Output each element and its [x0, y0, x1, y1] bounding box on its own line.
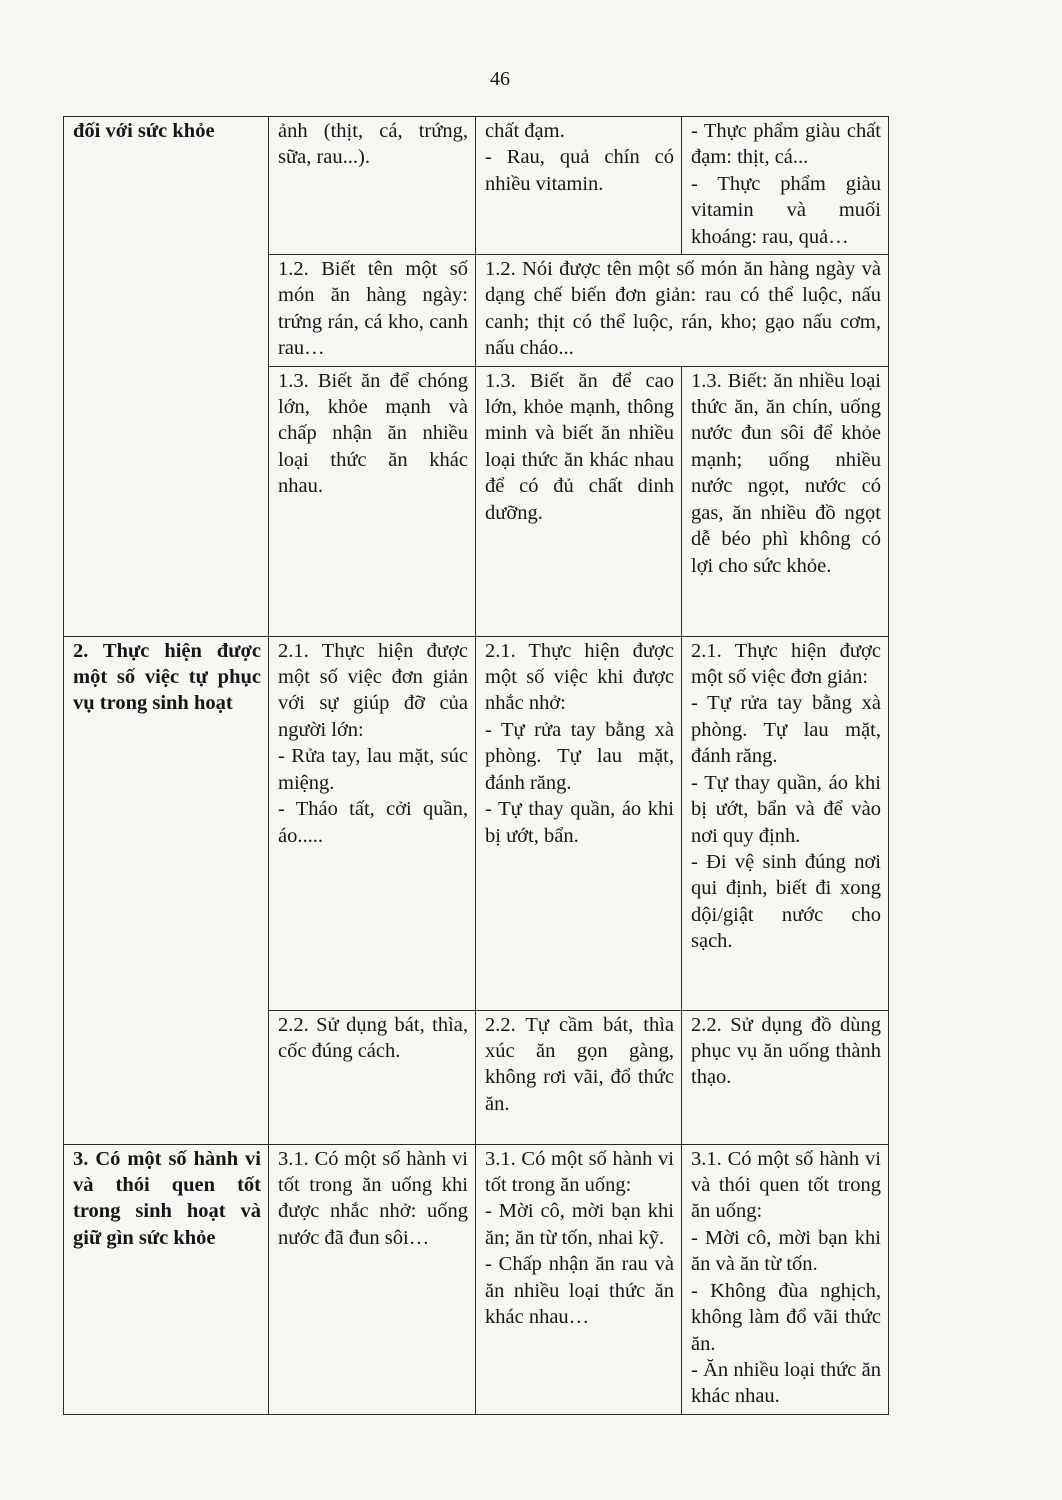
age5-cell: [682, 1010, 889, 1144]
age3-cell: [269, 1144, 476, 1414]
criterion-cell: [64, 117, 269, 637]
cell-text: - Đi vệ sinh đúng nơi qui định, biết đi xong dội/giật nước cho sạch.: [691, 850, 881, 953]
age5-cell: [682, 1144, 889, 1414]
cell-text: - Tự thay quần, áo khi bị ướt, bẩn và để vào nơi quy định.: [691, 771, 881, 847]
age3-cell: [269, 366, 476, 636]
cell-text: - Ăn nhiều loại thức ăn khác nhau.: [691, 1358, 881, 1408]
age5-cell: [682, 366, 889, 636]
cell-text: - Tự rửa tay bằng xà phòng. Tự lau mặt, đánh răng.: [485, 718, 674, 794]
age5-cell: [682, 636, 889, 1010]
cell-text: 3.1. Có một số hành vi và thói quen tốt trong ăn uống:: [691, 1147, 881, 1223]
cell-text: - Thực phẩm giàu vitamin và muối khoáng: rau, quả…: [691, 172, 881, 248]
cell-text: - Tháo tất, cởi quần, áo.....: [278, 798, 468, 847]
age5-cell: [682, 117, 889, 255]
age4-cell: [476, 366, 682, 636]
cell-text: 2.1. Thực hiện được một số việc đơn giản:: [691, 639, 881, 689]
cell-text: 1.3. Biết: ăn nhiều loại thức ăn, ăn chín, uống nước đun sôi để khỏe mạnh; uống nhiều nước ngọt, nước có gas, ăn nhiều đồ ngọt dễ béo phì không có lợi cho sức khỏe.: [691, 369, 881, 577]
age4-cell: [476, 636, 682, 1010]
cell-text: 2.2. Sử dụng bát, thìa, cốc đúng cách.: [278, 1013, 468, 1063]
age4-cell: [476, 117, 682, 255]
cell-text: 1.2. Biết tên một số món ăn hàng ngày: trứng rán, cá kho, canh rau…: [278, 258, 468, 360]
standards-table: [63, 116, 889, 1415]
age3-cell: [269, 117, 476, 255]
age3-cell: [269, 255, 476, 367]
cell-text: - Mời cô, mời bạn khi ăn; ăn từ tốn, nhai kỹ.: [485, 1200, 674, 1249]
cell-text: 2.2. Tự cầm bát, thìa xúc ăn gọn gàng, không rơi vãi, đổ thức ăn.: [485, 1013, 674, 1115]
cell-text: 2.2. Sử dụng đồ dùng phục vụ ăn uống thành thạo.: [691, 1013, 881, 1089]
cell-text: - Thực phẩm giàu chất đạm: thịt, cá...: [691, 120, 881, 169]
cell-text: - Không đùa nghịch, không làm đổ vãi thức ăn.: [691, 1279, 881, 1355]
criterion-cell: [64, 636, 269, 1144]
table-row: [64, 636, 889, 1010]
cell-text: - Mời cô, mời bạn khi ăn và ăn từ tốn.: [691, 1226, 881, 1276]
age3-cell: [269, 636, 476, 1010]
cell-text: 3.1. Có một số hành vi tốt trong ăn uống khi được nhắc nhở: uống nước đã đun sôi…: [278, 1147, 468, 1249]
cell-text: 2.1. Thực hiện được một số việc đơn giản với sự giúp đỡ của người lớn:: [278, 639, 468, 741]
cell-text: - Rau, quả chín có nhiều vitamin.: [485, 146, 674, 195]
criterion-text: đối với sức khỏe: [73, 120, 215, 142]
cell-text: 1.3. Biết ăn để cao lớn, khỏe mạnh, thông minh và biết ăn nhiều loại thức ăn khác nhau để có đủ chất dinh dưỡng.: [485, 369, 674, 524]
cell-text: 1.3. Biết ăn để chóng lớn, khỏe mạnh và chấp nhận ăn nhiều loại thức ăn khác nhau.: [278, 369, 468, 498]
cell-text: 1.2. Nói được tên một số món ăn hàng ngày và dạng chế biến đơn giản: rau có thể luộc, nấu canh; thịt có thể luộc, rán, kho; gạo nấu cơm, nấu cháo...: [485, 258, 881, 360]
criterion-text: 3. Có một số hành vi và thói quen tốt trong sinh hoạt và giữ gìn sức khỏe: [73, 1147, 261, 1249]
cell-text: - Tự rửa tay bằng xà phòng. Tự lau mặt, đánh răng.: [691, 692, 881, 768]
table-row: [64, 117, 889, 255]
age3-cell: [269, 1010, 476, 1144]
cell-text: 3.1. Có một số hành vi tốt trong ăn uống:: [485, 1147, 674, 1197]
cell-text: 2.1. Thực hiện được một số việc khi được nhắc nhở:: [485, 639, 674, 715]
age4-cell: [476, 1144, 682, 1414]
page-number: 46: [490, 68, 510, 90]
table-row: [64, 1144, 889, 1414]
criterion-text: 2. Thực hiện được một số việc tự phục vụ trong sinh hoạt: [73, 639, 261, 715]
cell-text: ảnh (thịt, cá, trứng, sữa, rau...).: [278, 120, 468, 169]
cell-text: - Rửa tay, lau mặt, súc miệng.: [278, 745, 468, 794]
cell-text: - Chấp nhận ăn rau và ăn nhiều loại thức ăn khác nhau…: [485, 1253, 674, 1329]
criterion-cell: [64, 1144, 269, 1414]
age4-cell: [476, 1010, 682, 1144]
cell-text: - Tự thay quần, áo khi bị ướt, bẩn.: [485, 798, 674, 847]
cell-text: chất đạm.: [485, 120, 565, 142]
age45-cell: [476, 255, 889, 367]
